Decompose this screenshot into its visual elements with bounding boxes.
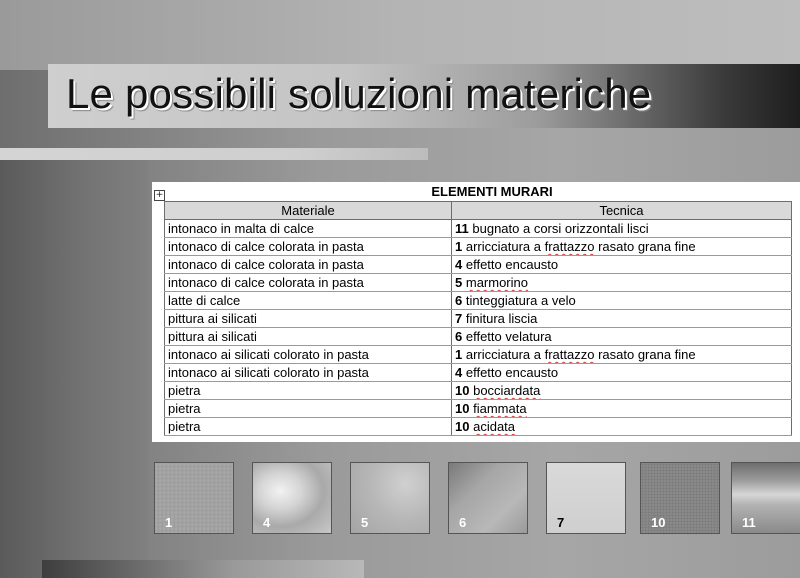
tecnica-text: effetto encausto — [465, 365, 559, 380]
table-panel — [152, 182, 800, 442]
table-row — [165, 328, 792, 346]
table-row — [165, 292, 792, 310]
swatch-label: 11 — [742, 515, 756, 530]
swatch-label: 5 — [361, 515, 369, 530]
expand-icon[interactable]: + — [155, 190, 164, 200]
table-row — [165, 364, 792, 382]
tecnica-number: 1 — [455, 347, 463, 362]
tecnica-number: 11 — [455, 221, 469, 236]
tecnica-number: 10 — [455, 419, 470, 434]
tecnica-number: 4 — [455, 365, 463, 380]
tecnica-number: 4 — [455, 257, 463, 272]
bottom-bar — [42, 560, 364, 578]
tecnica-number: 7 — [455, 311, 463, 326]
cell-tecnica — [452, 220, 792, 238]
swatch-label: 6 — [459, 515, 467, 530]
texture-swatch — [350, 462, 430, 534]
cell-tecnica — [452, 328, 792, 346]
swatch-label: 4 — [263, 515, 271, 530]
tecnica-text: bocciardata — [473, 383, 541, 398]
cell-tecnica — [452, 274, 792, 292]
tecnica-text: effetto encausto — [465, 257, 559, 272]
cell-tecnica — [452, 400, 792, 418]
texture-swatch — [252, 462, 332, 534]
cell-materiale: intonaco ai silicati colorato in pasta — [165, 346, 452, 364]
tecnica-number: 5 — [455, 275, 463, 290]
swatch-label: 1 — [165, 515, 173, 530]
materials-table — [164, 201, 792, 436]
tecnica-text: acidata — [473, 419, 516, 434]
cell-materiale: intonaco ai silicati colorato in pasta — [165, 364, 452, 382]
cell-tecnica — [452, 292, 792, 310]
tecnica-text: arricciatura a frattazzo rasato grana fine — [465, 347, 696, 362]
cell-materiale: intonaco di calce colorata in pasta — [165, 238, 452, 256]
cell-materiale: pietra — [165, 382, 452, 400]
cell-materiale: pittura ai silicati — [165, 328, 452, 346]
texture-swatch — [154, 462, 234, 534]
cell-tecnica — [452, 418, 792, 436]
tecnica-text: effetto velatura — [465, 329, 552, 344]
cell-tecnica — [452, 346, 792, 364]
cell-materiale: latte di calce — [165, 292, 452, 310]
tecnica-text: finitura liscia — [465, 311, 538, 326]
top-background — [0, 0, 800, 70]
table-header-row — [165, 202, 792, 220]
swatch-label: 7 — [557, 515, 565, 530]
column-header-tecnica: Tecnica — [452, 202, 792, 220]
table-row — [165, 256, 792, 274]
cell-tecnica — [452, 256, 792, 274]
column-header-materiale: Materiale — [165, 202, 452, 220]
table-row — [165, 220, 792, 238]
table-row — [165, 418, 792, 436]
table-body — [165, 220, 792, 436]
tecnica-number: 6 — [455, 329, 463, 344]
table-row — [165, 238, 792, 256]
cell-materiale: pittura ai silicati — [165, 310, 452, 328]
texture-swatch — [448, 462, 528, 534]
tecnica-number: 6 — [455, 293, 463, 308]
table-row — [165, 400, 792, 418]
texture-swatch — [731, 462, 800, 534]
cell-materiale: pietra — [165, 418, 452, 436]
table-row — [165, 274, 792, 292]
tecnica-number: 10 — [455, 383, 470, 398]
swatch-label: 10 — [651, 515, 666, 530]
cell-tecnica — [452, 310, 792, 328]
tecnica-number: 10 — [455, 401, 470, 416]
cell-tecnica — [452, 382, 792, 400]
tecnica-text: arricciatura a frattazzo rasato grana fine — [465, 239, 696, 254]
table-row — [165, 382, 792, 400]
cell-materiale: intonaco di calce colorata in pasta — [165, 256, 452, 274]
cell-tecnica — [452, 364, 792, 382]
table-row — [165, 346, 792, 364]
tecnica-text: marmorino — [465, 275, 528, 290]
cell-materiale: intonaco in malta di calce — [165, 220, 452, 238]
left-background — [0, 150, 148, 578]
table-row — [165, 310, 792, 328]
table-title: ELEMENTI MURARI — [431, 184, 553, 199]
tecnica-text: fiammata — [473, 401, 527, 416]
tecnica-number: 1 — [455, 239, 463, 254]
cell-materiale: intonaco di calce colorata in pasta — [165, 274, 452, 292]
decorative-bar — [0, 148, 428, 160]
tecnica-text: bugnato a corsi orizzontali lisci — [472, 221, 649, 236]
texture-swatch — [640, 462, 720, 534]
texture-swatch — [546, 462, 626, 534]
cell-tecnica — [452, 238, 792, 256]
cell-materiale: pietra — [165, 400, 452, 418]
tecnica-text: tinteggiatura a velo — [465, 293, 576, 308]
slide-title: Le possibili soluzioni materiche — [66, 70, 652, 117]
